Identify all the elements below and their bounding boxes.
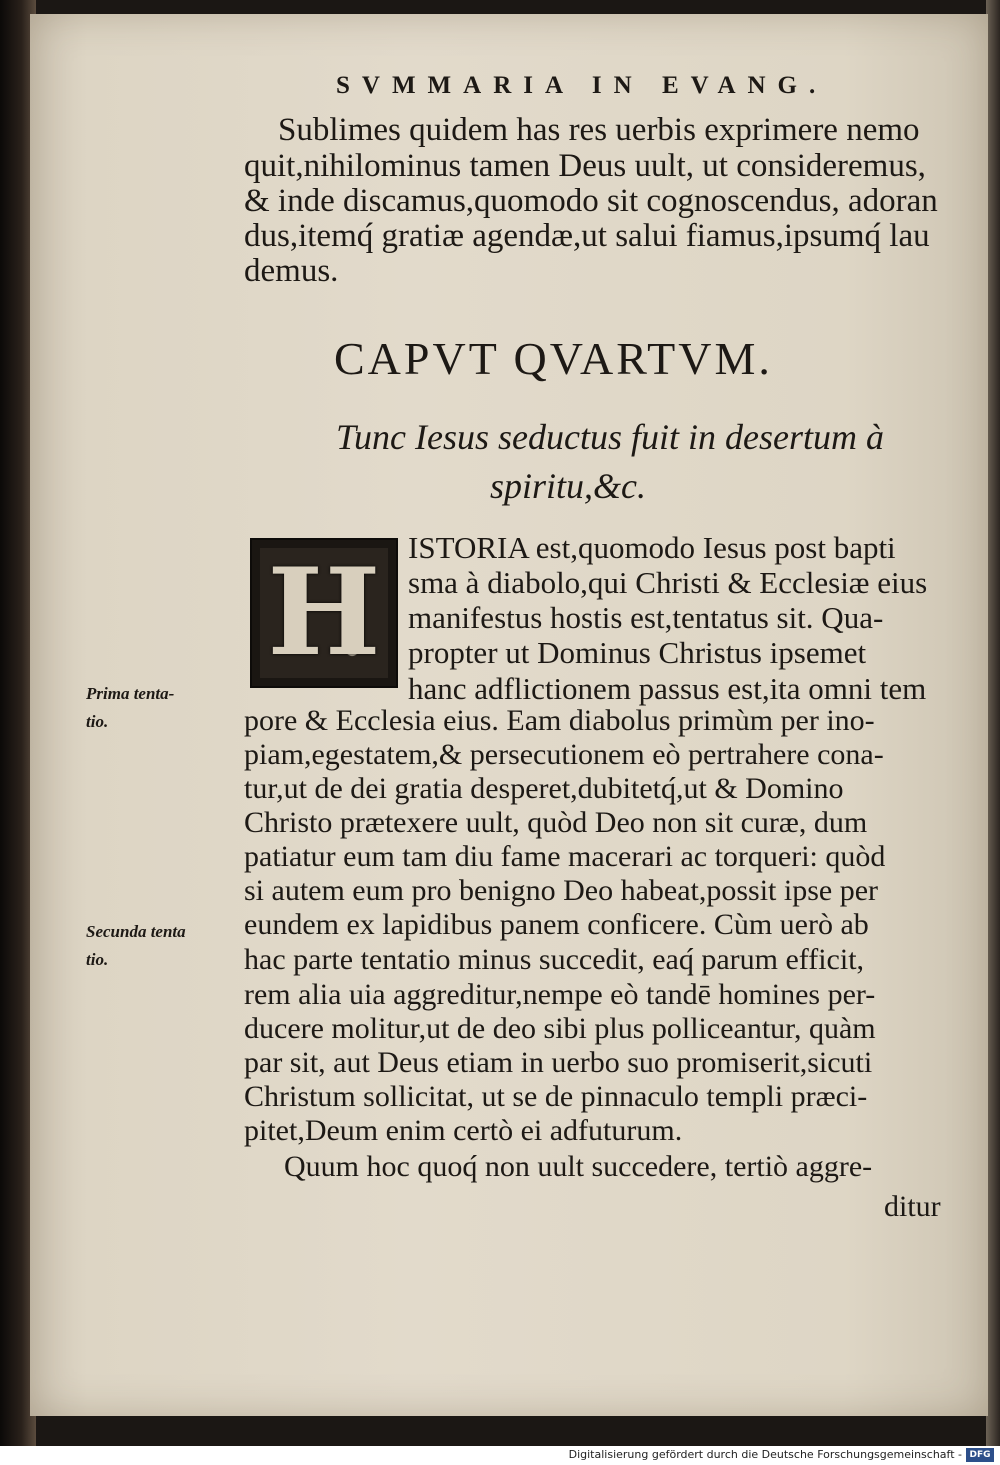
body-line: eundem ex lapidibus panem conficere. Cùm uerò ab [244,908,869,941]
body-line: propter ut Dominus Christus ipsemet [408,635,867,670]
footer-credit: Digitalisierung gefördert durch die Deutsche Forschungsgemeinschaft - [568,1448,962,1461]
body-line: ditur [884,1190,941,1223]
body-line: sma à diabolo,qui Christi & Ecclesiæ eius [408,565,928,600]
body-line: patiatur eum tam diu fame macerari ac torqueri: quòd [244,840,886,873]
subheading-line: spiritu,&c. [490,466,647,506]
initial-letter: H [267,542,381,683]
body-line: piam,egestatem,& persecutionem eò pertrahere cona- [244,738,884,771]
page-edge [986,0,1000,1446]
body-line: par sit, aut Deus etiam in uerbo suo promiserit,sicuti [244,1046,873,1079]
body-line: Christum sollicitat, ut se de pinnaculo templi præci- [244,1080,868,1113]
top-paragraph-line: dus,itemq́ gratiæ agendæ,ut salui fiamus,ipsumq́ lau [244,218,930,254]
subheading-line: Tunc Iesus seductus fuit in desertum à [336,417,884,457]
margin-note-second: Secunda tenta [86,922,186,941]
margin-note-second: tio. [86,950,109,969]
body-line: ducere molitur,ut de deo sibi plus polliceantur, quàm [244,1012,876,1045]
top-paragraph-line: quit,nihilominus tamen Deus uult, ut consideremus, [244,148,926,184]
body-line: pitet,Deum enim certò ei adfuturum. [244,1114,683,1147]
top-paragraph-line: demus. [244,253,339,289]
body-line: hanc adflictionem passus est,ita omni tem [408,671,927,706]
body-line: Quum hoc quoq́ non uult succedere, tertiò aggre- [284,1150,873,1183]
running-title: SVMMARIA IN EVANG. [336,72,828,99]
body-line: ISTORIA est,quomodo Iesus post bapti [408,530,896,565]
top-paragraph-line: & inde discamus,quomodo sit cognoscendus, adoran [244,183,938,219]
dfg-logo-icon: DFG [966,1448,994,1462]
body-line: rem alia uia aggreditur,nempe eò tandē homines per- [244,978,876,1011]
margin-note-first: tio. [86,712,109,731]
body-line: Christo prætexere uult, quòd Deo non sit curæ, dum [244,806,868,839]
body-line: tur,ut de dei gratia desperet,dubitetq́,ut & Domino [244,772,844,805]
body-line: pore & Ecclesia eius. Eam diabolus primùm per ino- [244,704,875,737]
decorated-initial [250,538,398,688]
footer-bar [0,1446,1000,1465]
margin-note-first: Prima tenta- [86,684,175,703]
body-line: si autem eum pro benigno Deo habeat,possit ipse per [244,874,879,907]
body-line: manifestus hostis est,tentatus sit. Qua- [408,600,884,635]
body-line: hac parte tentatio minus succedit, eaq́ parum efficit, [244,943,865,976]
chapter-title: CAPVT QVARTVM. [334,333,773,384]
top-paragraph-line: Sublimes quidem has res uerbis exprimere nemo [278,112,920,148]
